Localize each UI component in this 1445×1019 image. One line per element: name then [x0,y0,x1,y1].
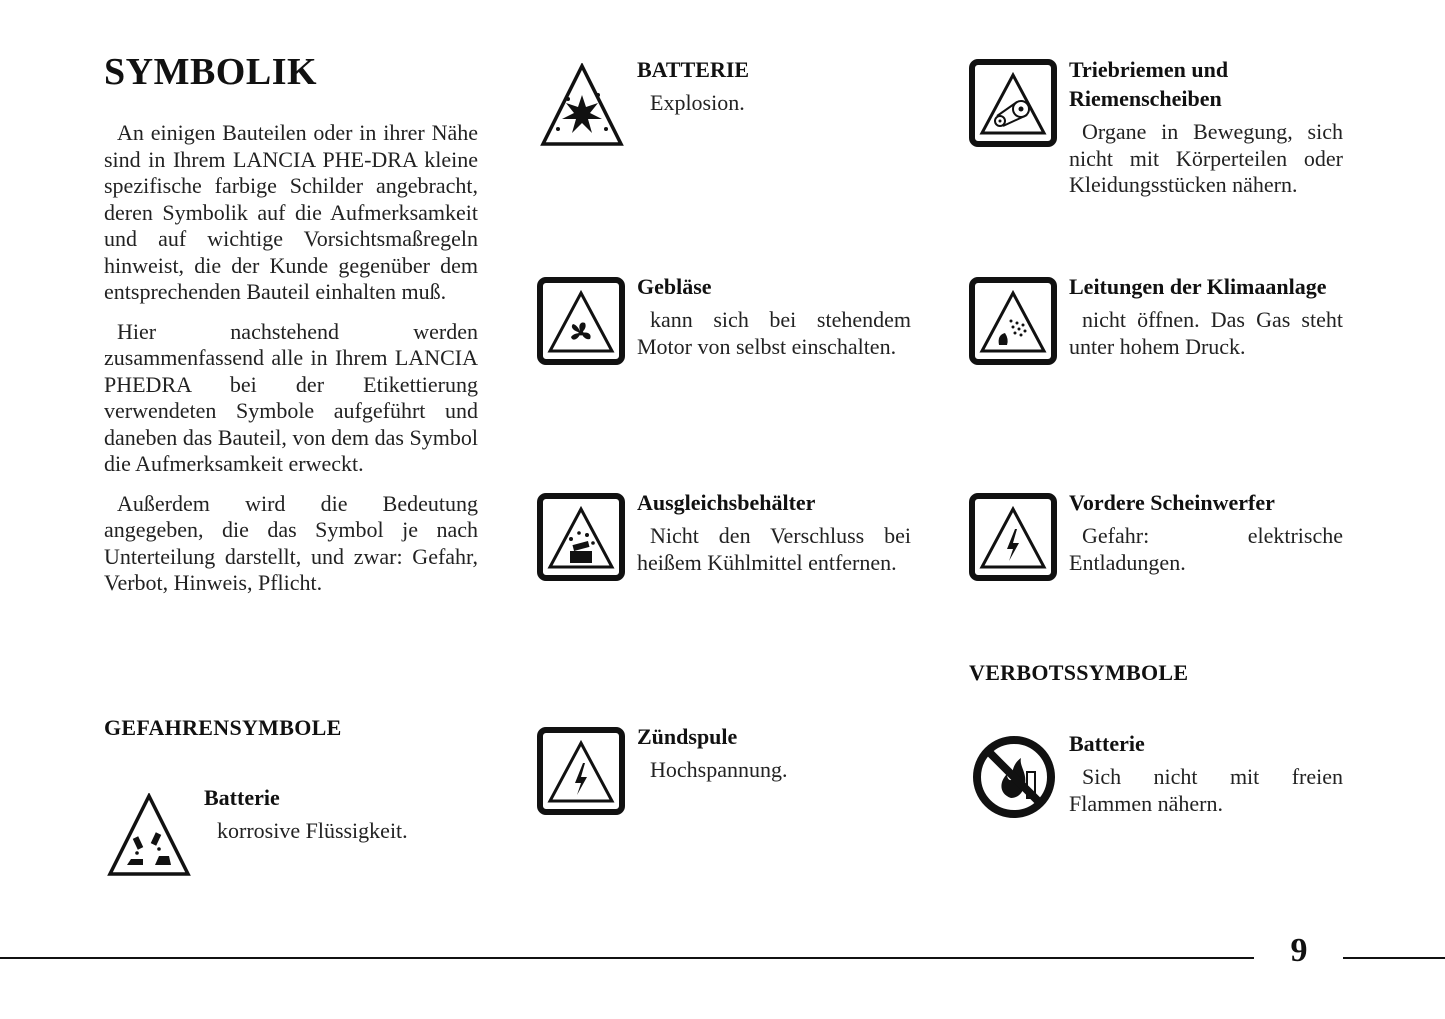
intro-paragraph: Außerdem wird die Bedeutung angegeben, die das Symbol je nach Unterteilung darstellt, und zwar: Gefahr, Verbot, Hinweis, Pflicht. [104,490,478,595]
entry-text: Hochspannung. [650,757,788,782]
entry-title: Triebriemen und Riemenscheiben [1069,57,1229,111]
electric-discharge-warning-icon [969,493,1057,581]
intro-text [104,120,478,610]
danger-symbols-heading: GEFAHRENSYMBOLE [104,715,342,740]
entry-title: Batterie [204,785,280,810]
intro-paragraph: An einigen Bauteilen oder in ihrer Nähe sind in Ihrem LANCIA PHE-DRA kleine spezifische farbige Schilder angebracht, deren Symbolik auf die Aufmerksamkeit und auf wichtige Vorsichtsmaßregeln hinweist, die der Kunde gegenüber dem entsprechenden Bauteil einhalten muß. [104,120,478,304]
entry-geblaese [637,272,911,360]
entry-batterie-explosion [637,55,911,117]
belt-pulley-warning-icon [969,59,1057,147]
entry-text: Gefahr: elektrische Entladungen. [1069,523,1343,575]
entry-text: Sich nicht mit freien Flammen nähern. [1069,764,1343,816]
entry-title: Gebläse [637,274,712,299]
entry-klimaanlage [1069,272,1343,360]
entry-batterie-korrosiv [204,783,444,845]
footer-rule-right [1343,957,1445,959]
entry-title: Vordere Scheinwerfer [1069,490,1275,515]
entry-title: Zündspule [637,724,738,749]
high-voltage-warning-icon [537,727,625,815]
entry-title: Leitungen der Klimaanlage [1069,274,1327,299]
hot-coolant-warning-icon [537,493,625,581]
entry-text: kann sich bei stehendem Motor von selbst einschalten. [637,307,911,359]
footer-rule-left [0,957,1254,959]
entry-title: BATTERIE [637,57,750,82]
prohibition-symbols-heading: VERBOTSSYMBOLE [969,660,1189,685]
entry-title: Batterie [1069,731,1145,756]
entry-text: Organe in Bewegung, sich nicht mit Körperteilen oder Kleidungsstücken nähern. [1069,119,1343,197]
intro-paragraph: Hier nachstehend werden zusammenfassend alle in Ihrem LANCIA PHEDRA bei der Etikettierung verwendeten Symbole aufgeführt und daneben das Bauteil, von dem das Symbol die Aufmerksamkeit erweckt. [104,318,478,476]
entry-scheinwerfer [1069,488,1343,576]
entry-title: Ausgleichsbehälter [637,490,816,515]
entry-text: nicht öffnen. Das Gas steht unter hohem Druck. [1069,307,1343,359]
entry-ausgleichsbehaelter [637,488,911,576]
page-title: SYMBOLIK [104,51,318,93]
entry-triebriemen [1069,55,1343,199]
explosion-warning-icon [540,63,624,147]
entry-batterie-flammen [1069,729,1343,817]
corrosive-warning-icon [107,793,191,877]
entry-text: korrosive Flüssigkeit. [217,818,408,843]
no-open-flame-icon [971,734,1057,820]
pressurized-gas-warning-icon [969,277,1057,365]
fan-warning-icon [537,277,625,365]
page-number: 9 [1290,932,1308,969]
entry-text: Explosion. [650,90,745,115]
entry-zuendspule [637,722,911,784]
entry-text: Nicht den Verschluss bei heißem Kühlmittel entfernen. [637,523,911,575]
